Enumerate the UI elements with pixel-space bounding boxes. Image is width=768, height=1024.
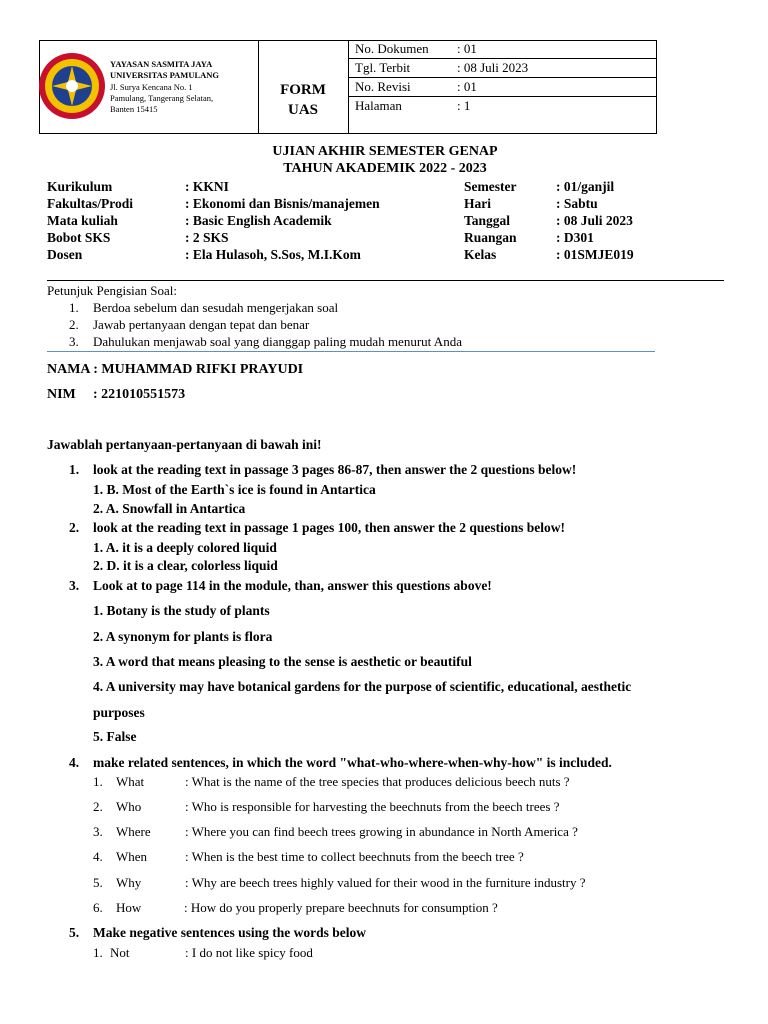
question-5: 5. Make negative sentences using the words below — [69, 925, 366, 940]
divider — [47, 280, 724, 281]
info-row: Semester : 01/ganjil — [464, 179, 615, 194]
info-left — [47, 178, 380, 263]
student-name: NAMA : MUHAMMAD RIFKI PRAYUDI — [47, 362, 304, 377]
doc-row: Halaman : 1 — [355, 98, 471, 113]
instruction-item: 3. Dahulukan menjawab soal yang dianggap paling mudah menurut Anda — [69, 334, 462, 349]
question-2: 2. look at the reading text in passage 1 pages 100, then answer the 2 questions below! — [69, 520, 566, 535]
wh-item: 6. How : How do you properly prepare beechnuts for consumption ? — [93, 900, 498, 915]
answer: purposes — [93, 705, 145, 720]
blue-rule — [47, 351, 655, 352]
university-logo — [38, 52, 106, 120]
instruction-item: 2. Jawab pertanyaan dengan tepat dan benar — [69, 317, 310, 332]
org-address: Jl. Surya Kencana No. 1 Pamulang, Tangerang Selatan, Banten 15415 — [110, 82, 214, 114]
info-row: Dosen : Ela Hulasoh, S.Sos, M.I.Kom — [47, 247, 361, 262]
info-row: Mata kuliah : Basic English Academik — [47, 213, 332, 228]
wh-item: 4. When : When is the best time to collect beechnuts from the beech tree ? — [93, 849, 524, 864]
wh-item: 1. What : What is the name of the tree species that produces delicious beech nuts ? — [93, 774, 570, 789]
negative-item: 1. Not : I do not like spicy food — [93, 945, 313, 960]
answer: 4. A university may have botanical gardens for the purpose of scientific, educational, aesthetic — [93, 679, 632, 694]
answer: 3. A word that means pleasing to the sense is aesthetic or beautiful — [93, 654, 472, 669]
doc-row: Tgl. Terbit : 08 Juli 2023 — [348, 59, 657, 78]
info-row: Ruangan : D301 — [464, 230, 594, 245]
org-name: YAYASAN SASMITA JAYA UNIVERSITAS PAMULANG — [110, 59, 220, 80]
info-row: Fakultas/Prodi : Ekonomi dan Bisnis/manajemen — [47, 196, 380, 211]
intro-text: Jawablah pertanyaan-pertanyaan di bawah ini! — [47, 437, 322, 452]
student-nim: NIM : 221010551573 — [47, 387, 186, 402]
answer: 1. Botany is the study of plants — [93, 603, 270, 618]
exam-title: UJIAN AKHIR SEMESTER GENAP TAHUN AKADEMIK 2022 - 2023 — [272, 144, 498, 176]
info-right — [464, 178, 634, 263]
answer: 5. False — [93, 729, 137, 744]
answer: 1. A. it is a deeply colored liquid — [93, 540, 277, 555]
answer: 2. A synonym for plants is flora — [93, 629, 273, 644]
wh-item: 5. Why : Why are beech trees highly valued for their wood in the furniture industry ? — [93, 875, 586, 890]
wh-item: 3. Where : Where you can find beech trees growing in abundance in North America ? — [93, 824, 578, 839]
info-row: Kurikulum : KKNI — [47, 179, 229, 194]
instruction-item: 1. Berdoa sebelum dan sesudah mengerjakan soal — [69, 300, 339, 315]
wh-item: 2. Who : Who is responsible for harvesting the beechnuts from the beech trees ? — [93, 799, 560, 814]
instructions — [47, 282, 462, 350]
answer: 2. A. Snowfall in Antartica — [93, 501, 246, 516]
question-4: 4. make related sentences, in which the word "what-who-where-when-why-how" is included. — [69, 755, 612, 770]
info-row: Bobot SKS : 2 SKS — [47, 230, 229, 245]
form-title: FORM UAS — [280, 82, 326, 118]
instructions-title: Petunjuk Pengisian Soal: — [47, 283, 177, 298]
doc-info-table — [348, 40, 657, 134]
info-row: Tanggal : 08 Juli 2023 — [464, 213, 633, 228]
question-1: 1. look at the reading text in passage 3 pages 86-87, then answer the 2 questions below! — [69, 462, 577, 477]
doc-row: No. Dokumen : 01 — [348, 40, 657, 59]
answer: 2. D. it is a clear, colorless liquid — [93, 558, 278, 573]
info-row: Kelas : 01SMJE019 — [464, 247, 634, 262]
question-3: 3. Look at to page 114 in the module, than, answer this questions above! — [69, 578, 492, 593]
info-row: Hari : Sabtu — [464, 196, 598, 211]
answer: 1. B. Most of the Earth`s ice is found in Antartica — [93, 482, 376, 497]
doc-row: No. Revisi : 01 — [348, 78, 657, 97]
